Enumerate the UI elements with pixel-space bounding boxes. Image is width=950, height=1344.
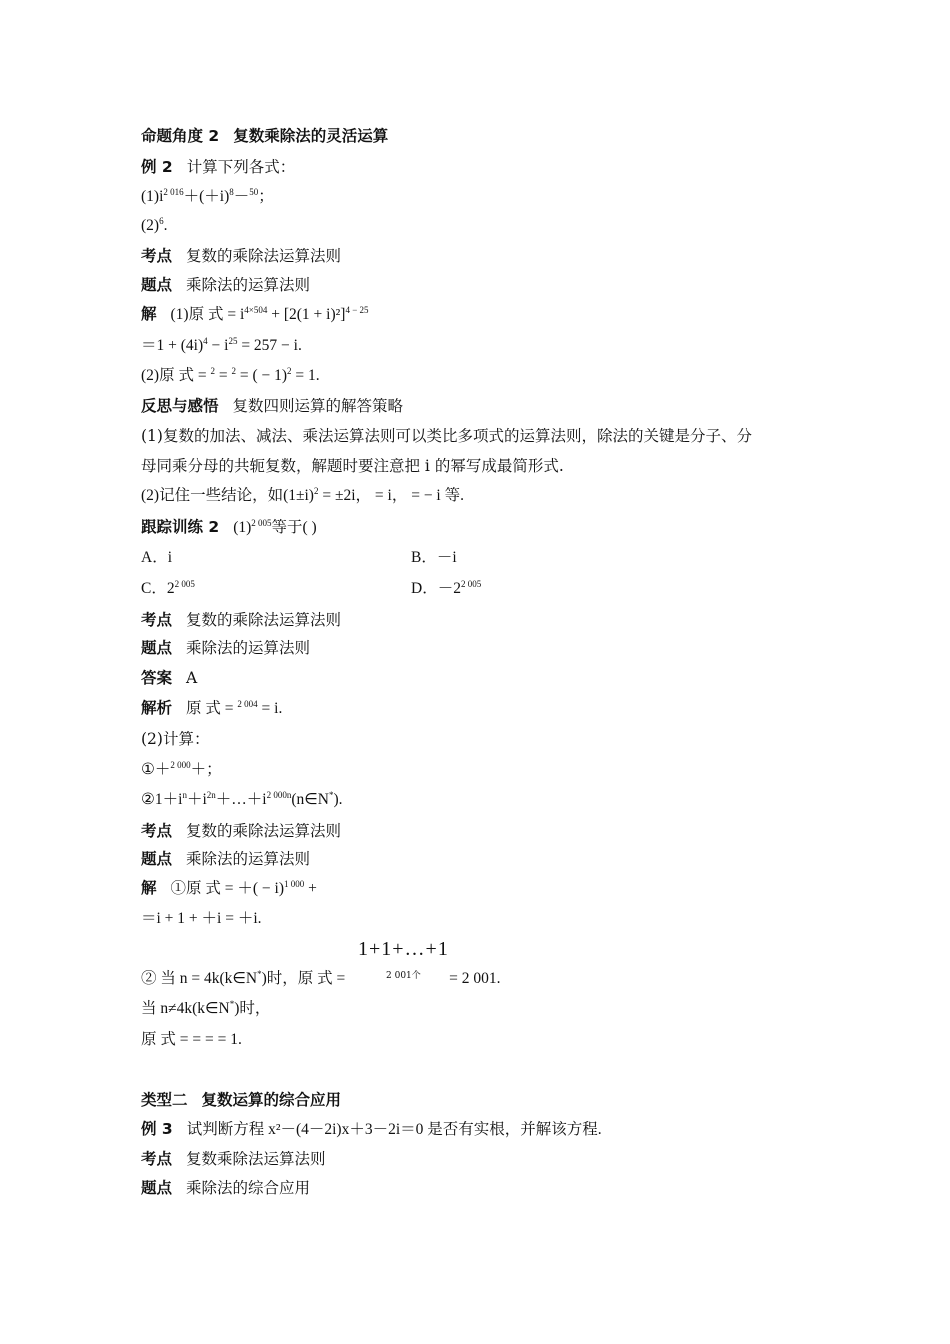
- reflection-para-3: (2)记住一些结论，如$(1\pm i)^2 = \pm 2i$， = i， = − i 等.: [141, 486, 464, 504]
- solution-2-case-1: ② 当 n = 4k(k∈N*)时，原 式 = = 2 001.: [141, 969, 501, 987]
- kaodian-line-2: 考点 复数的乘除法运算法则: [141, 611, 342, 629]
- reflection-para-2: 母同乘分母的共轭复数，解题时要注意把 i 的幂写成最简形式.: [141, 457, 564, 475]
- answer-line: 答案 A: [141, 669, 198, 687]
- subproblem-2-item-1: ①＋$^{2 000}$＋；: [141, 760, 222, 778]
- kaodian-line-4: 考点 复数乘除法运算法则: [141, 1150, 326, 1168]
- tidian-line: 题点 乘除法的运算法则: [141, 276, 311, 294]
- type-2-heading: 类型二 复数运算的综合应用: [141, 1091, 342, 1109]
- option-d: D．$-2^{2 005}$: [411, 579, 482, 597]
- option-b: B．－i: [411, 549, 457, 566]
- problem-2: $(2)^6$.: [141, 216, 168, 234]
- subproblem-2: (2)计算：: [141, 730, 210, 748]
- section-heading: 命题角度 2 复数乘除法的灵活运算: [141, 127, 389, 145]
- option-c: C．$2^{2 005}$: [141, 579, 195, 597]
- tidian-line-4: 题点 乘除法的综合应用: [141, 1179, 311, 1197]
- example-2-heading: 例 2 计算下列各式：: [141, 158, 296, 176]
- practice-2-heading: 跟踪训练 2 $(1)^{2 005}$等于( ): [141, 518, 317, 536]
- solution-line-1: 解 (1)原 式 = $i^{4\times 504} + [2(1 + i)^2]^{4 - 25}$: [141, 305, 369, 323]
- underbrace-label: 2 001个: [386, 971, 421, 981]
- subproblem-2-item-2: $②1+i^n+i^{2n}+\dots+i^{2 000n}(n\in N^*)$.: [141, 790, 343, 808]
- solution-2-case-2: 当 n≠4k(k∈N*)时，: [141, 999, 271, 1017]
- analysis-line: 解析 原 式 = $^{2 004}$ = i.: [141, 699, 283, 717]
- solution-line-2: $=1 + (4i)^4 - i^{25} = 257 - i$.: [141, 336, 302, 354]
- solution-line-3: (2)原 式 = $^2$ = $^2$ = ( − 1)$^2$ = 1.: [141, 366, 320, 384]
- solution-2-case-2-result: 原 式 = = = = 1.: [141, 1031, 242, 1048]
- reflection-heading: 反思与感悟 复数四则运算的解答策略: [141, 397, 404, 415]
- solution-2-line-1: 解 ①原 式 = ＋( − i)$^{1 000}$ +: [141, 879, 317, 897]
- problem-1: $(1)i^{2 016}+(+i)^8-^{50}$；: [141, 187, 274, 205]
- option-a: A．i: [141, 549, 173, 566]
- example-3-heading: 例 3 试判断方程 x²－(4－2i)x＋3－2i＝0 是否有实根，并解该方程.: [141, 1120, 602, 1138]
- reflection-para-1: (1)复数的加法、减法、乘法运算法则可以类比多项式的运算法则，除法的关键是分子、分: [141, 427, 752, 445]
- kaodian-line: 考点 复数的乘除法运算法则: [141, 247, 342, 265]
- underbrace-sum: 1+1+…+1: [358, 938, 449, 960]
- tidian-line-2: 题点 乘除法的运算法则: [141, 639, 311, 657]
- kaodian-line-3: 考点 复数的乘除法运算法则: [141, 822, 342, 840]
- solution-2-line-2: ＝i + 1 + ＋i = ＋i.: [141, 910, 262, 927]
- tidian-line-3: 题点 乘除法的运算法则: [141, 850, 311, 868]
